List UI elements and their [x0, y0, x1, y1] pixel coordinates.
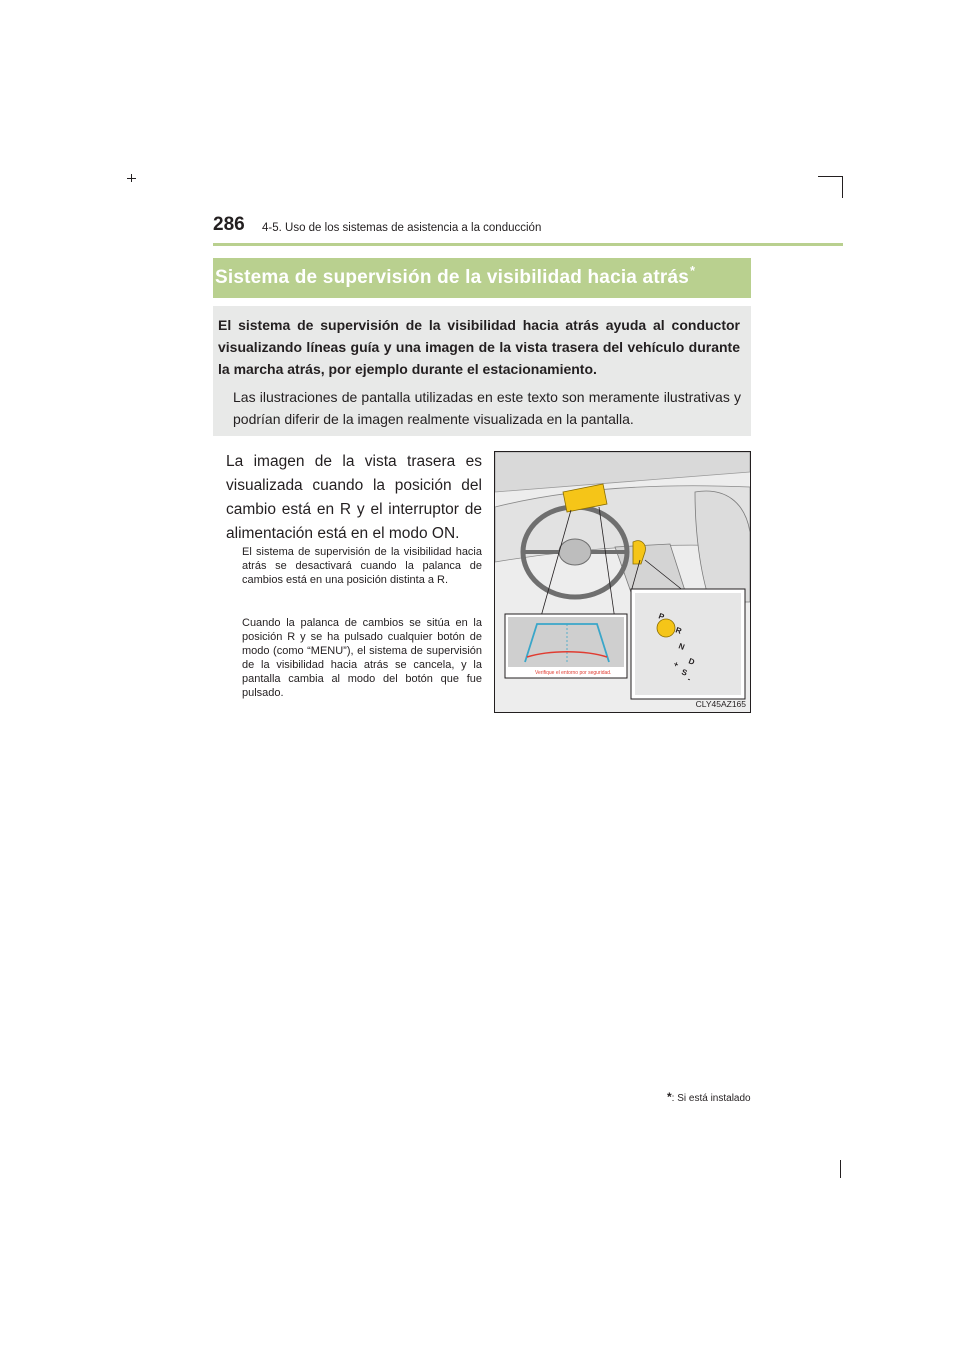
footnote-marker: * [667, 1090, 672, 1104]
shift-label-minus: - [686, 674, 692, 684]
section-title [215, 263, 696, 289]
note-item: El sistema de supervisión de la visibilidad hacia atrás se desactivará cuando la palanca de cambios está en una posición distinta a R. [242, 546, 482, 586]
main-paragraph: La imagen de la vista trasera es visualizada cuando la posición del cambio está en R y el interruptor de alimentación está en el modo ON. [226, 453, 482, 542]
footnote [667, 1090, 751, 1104]
intro-note: Las ilustraciones de pantalla utilizadas en este texto son meramente ilustrativas y podrían diferir de la imagen realmente visualizada en la pantalla. [233, 389, 741, 427]
shift-gate-inset [631, 589, 745, 699]
installed-marker: * [689, 263, 696, 278]
crop-mark [842, 176, 843, 198]
footnote-text: : Si está instalado [671, 1093, 751, 1104]
shift-label-plus: + [672, 659, 680, 670]
intro-summary: El sistema de supervisión de la visibilidad hacia atrás ayuda al conductor visualizando líneas guía y una imagen de la vista trasera del vehículo durante la marcha atrás, por ejemplo durante el estacionamiento. [218, 317, 740, 377]
figure-code: CLY45AZ165 [695, 699, 746, 709]
screen-caption: Verifique el entorno por seguridad. [535, 670, 612, 676]
shift-label-r: R [674, 625, 683, 636]
crop-mark [818, 176, 842, 177]
dashboard-drawing [495, 452, 750, 712]
crop-mark [127, 178, 136, 179]
section-path: 4-5. Uso de los sistemas de asistencia a la conducción [262, 222, 542, 234]
section-title-text: Sistema de supervisión de la visibilidad hacia atrás [215, 267, 689, 288]
shift-label-d: D [687, 656, 696, 667]
header-rule [213, 243, 843, 246]
shift-lever-knob [657, 619, 675, 637]
dashboard-illustration [494, 451, 751, 713]
rear-camera-screen [505, 614, 627, 678]
shift-label-p: P [657, 611, 666, 622]
page-number: 286 [213, 214, 245, 235]
shift-label-s: S [680, 667, 689, 678]
shift-label-n: N [677, 641, 686, 652]
note-item: Cuando la palanca de cambios se sitúa en la posición R y se ha pulsado cualquier botón de modo (como “MENU”), el sistema de supervisión de la visibilidad hacia atrás se cancela, y la pantalla cambia al modo del botón que fue pulsado. [242, 617, 482, 699]
crop-mark [840, 1160, 841, 1178]
